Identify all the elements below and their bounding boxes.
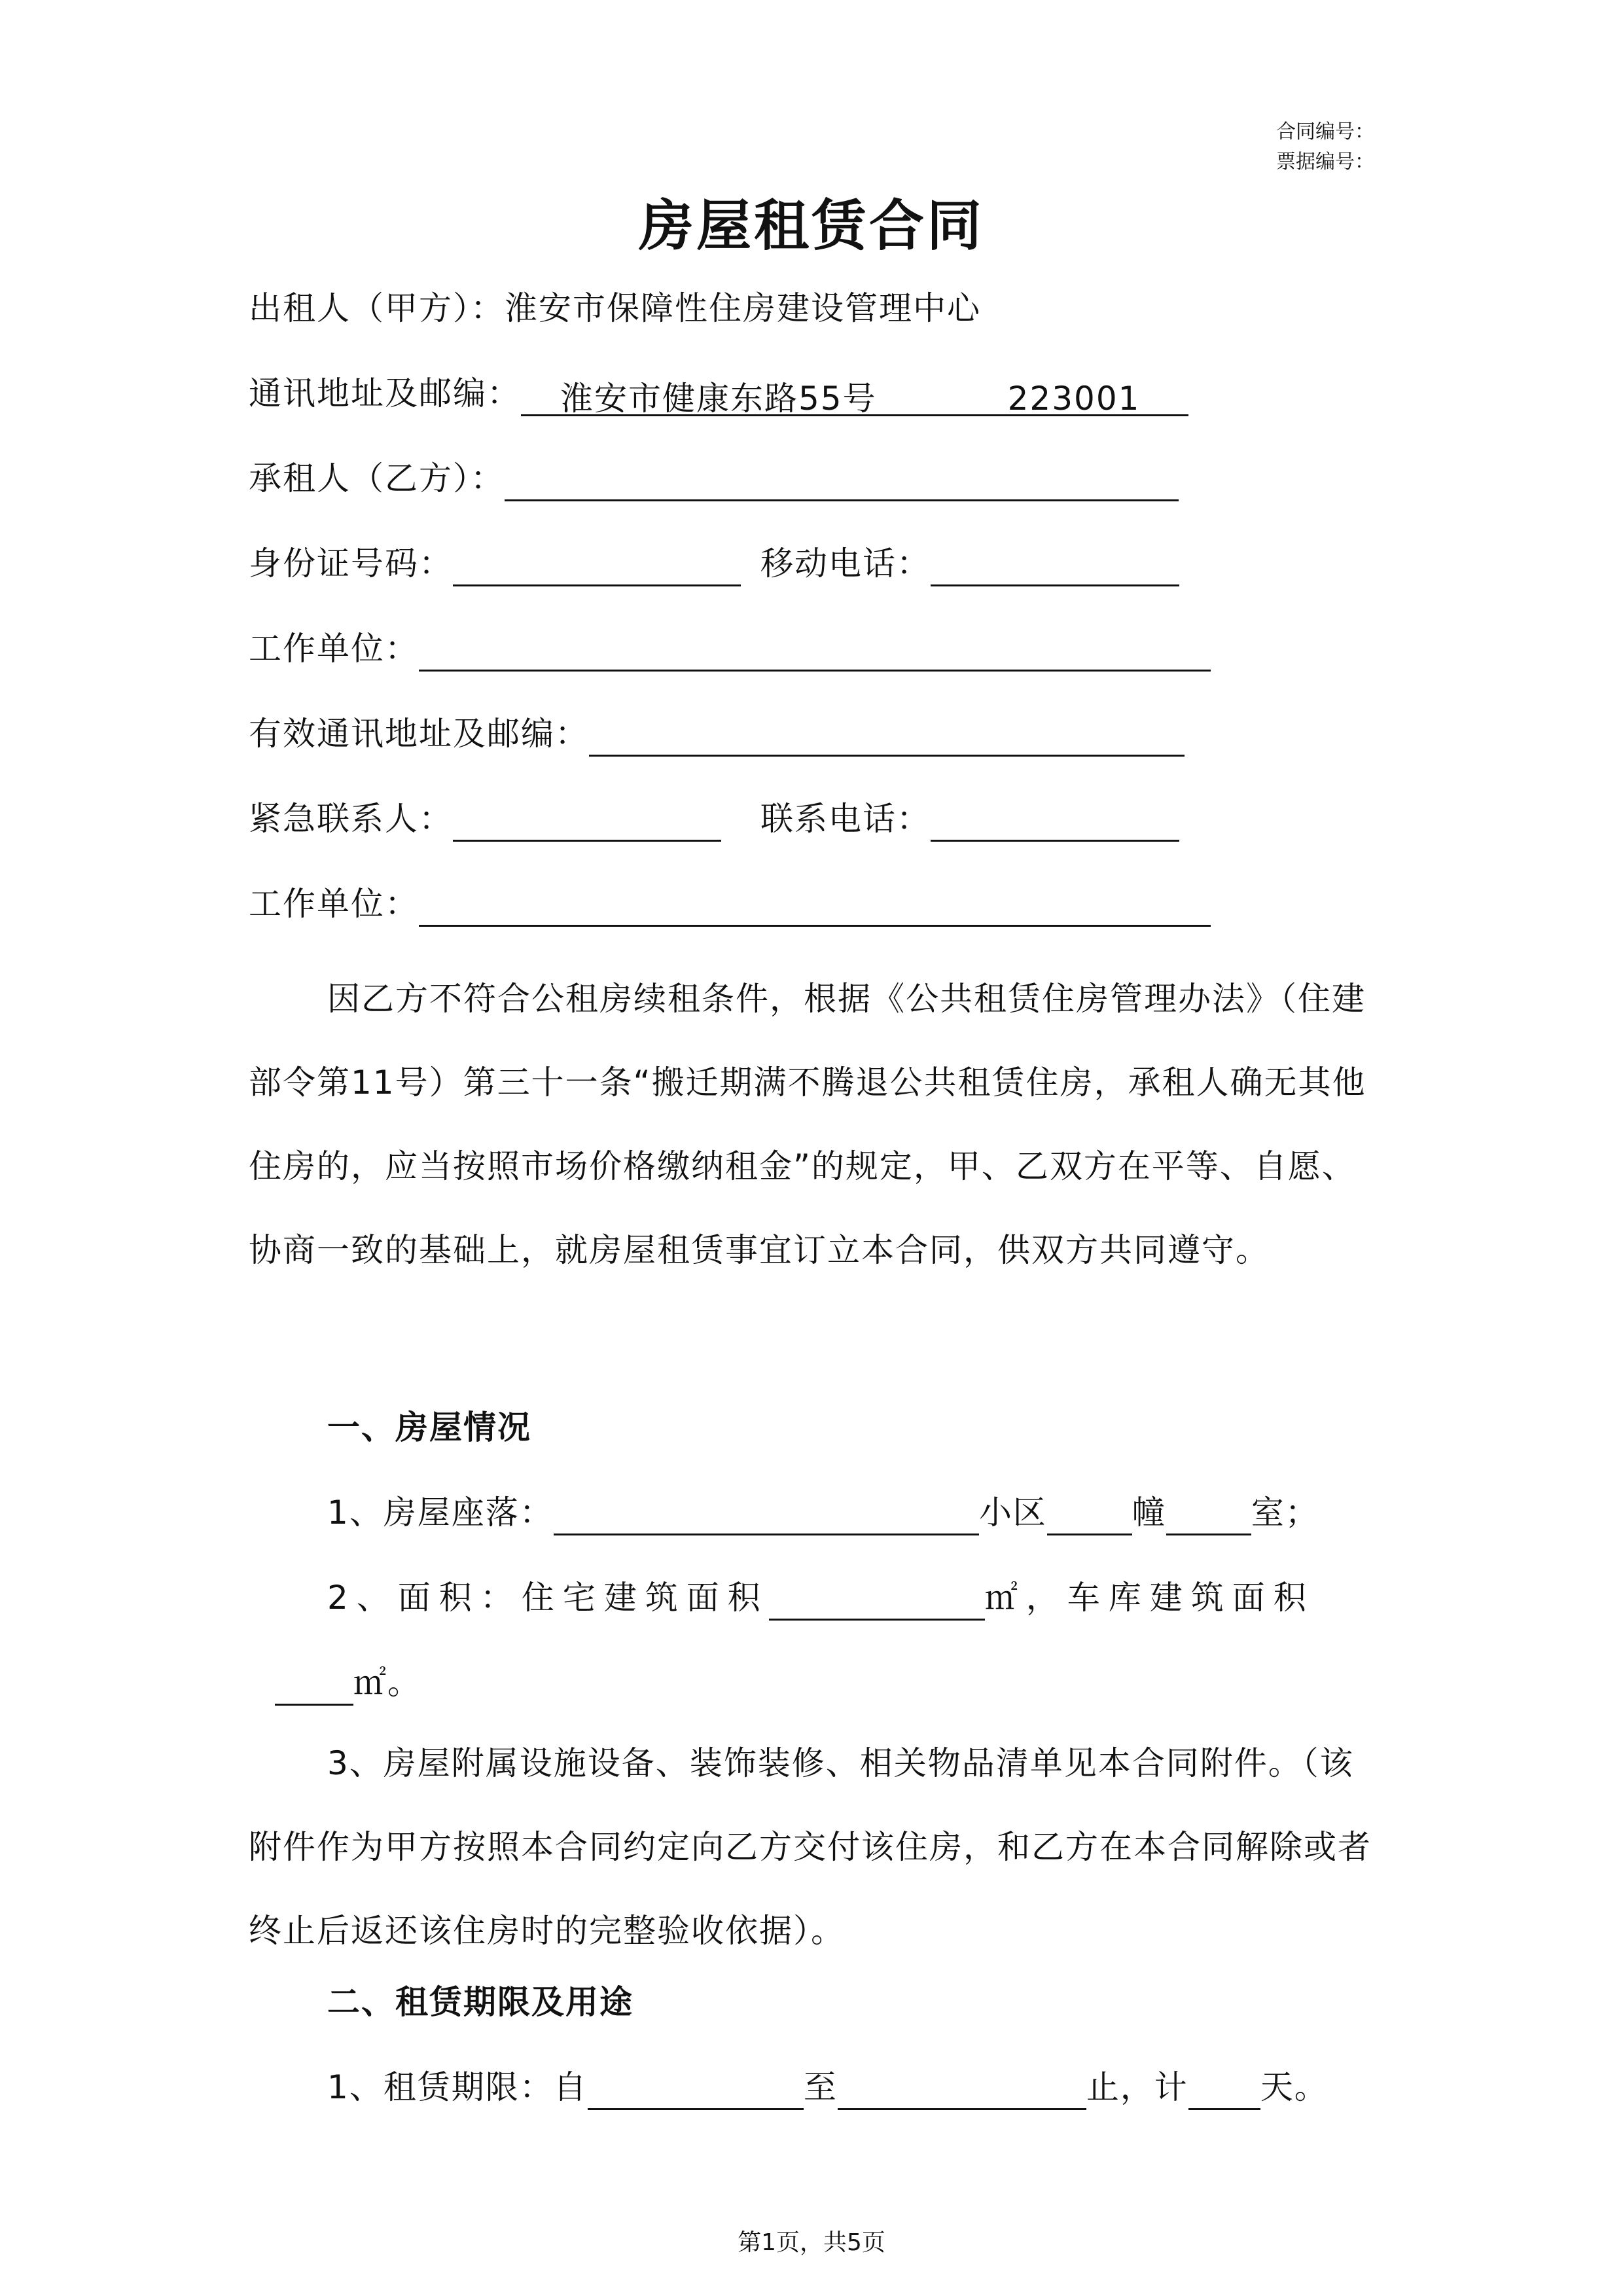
- work-unit-field[interactable]: [419, 632, 1211, 672]
- community-label: 小区: [978, 1494, 1047, 1532]
- garage-area-field[interactable]: [275, 1666, 353, 1706]
- valid-address-field[interactable]: [589, 717, 1185, 757]
- party-a-name: 淮安市保障性住房建设管理中心: [505, 289, 981, 327]
- page-number-footer: 第1页，共5页: [738, 2229, 885, 2256]
- area-label: 2、面积：住宅建筑面积: [327, 1579, 769, 1617]
- party-b-label: 承租人（乙方）：: [249, 459, 505, 497]
- mobile-label: 移动电话：: [760, 545, 931, 583]
- emergency-contact-label: 紧急联系人：: [249, 800, 453, 838]
- party-b-row: [249, 456, 1179, 501]
- lease-term-label: 1、租赁期限：自: [327, 2068, 588, 2106]
- area-row: [327, 1575, 1315, 1621]
- section-1-heading: 一、房屋情况: [327, 1408, 531, 1446]
- room-field[interactable]: [1166, 1496, 1251, 1535]
- party-a-label: 出租人（甲方）：: [249, 289, 505, 327]
- lease-days-field[interactable]: [1188, 2070, 1260, 2110]
- party-b-work-row: [249, 626, 1211, 672]
- contract-number-label: 合同编号：: [1276, 120, 1374, 143]
- party-a-address-row: [249, 370, 1188, 416]
- party-a-address-field: [521, 376, 1188, 416]
- work-unit-label: 工作单位：: [249, 630, 419, 668]
- lease-end-field[interactable]: [838, 2070, 1086, 2110]
- garage-area-unit: ㎡。: [353, 1664, 421, 1702]
- valid-address-label: 有效通讯地址及邮编：: [249, 715, 589, 753]
- house-location-field[interactable]: [554, 1496, 979, 1535]
- document-title: 房屋租赁合同: [638, 193, 984, 258]
- lease-end-label: 止，计: [1086, 2068, 1188, 2106]
- party-a-address-label: 通讯地址及邮编：: [249, 374, 521, 412]
- emergency-phone-label: 联系电话：: [760, 800, 931, 838]
- id-number-label: 身份证号码：: [249, 545, 453, 583]
- emergency-work-row: [249, 881, 1211, 927]
- section-2-heading: 二、租赁期限及用途: [327, 1983, 633, 2021]
- house-location-label: 1、房屋座落：: [327, 1494, 554, 1532]
- preamble-paragraph: 因乙方不符合公租房续租条件，根据《公共租赁住房管理办法》（住建部令第11号）第三十一条“搬迁期满不腾退公共租赁住房，承租人确无其他住房的，应当按照市场价格缴纳租金”的规定，甲、乙双方在平等、自愿、协商一致的基础上，就房屋租赁事宜订立本合同，供双方共同遵守。: [249, 980, 1366, 1269]
- mobile-field[interactable]: [931, 547, 1179, 586]
- garage-area-row: [275, 1660, 421, 1706]
- lease-start-field[interactable]: [588, 2070, 804, 2110]
- party-b-name-field[interactable]: [505, 461, 1179, 501]
- attachment-paragraph: 3、房屋附属设施设备、装饰装修、相关物品清单见本合同附件。（该附件作为甲方按照本合同约定向乙方交付该住房，和乙方在本合同解除或者终止后返还该住房时的完整验收依据）。: [249, 1744, 1372, 1950]
- building-field[interactable]: [1047, 1496, 1132, 1535]
- residential-area-field[interactable]: [769, 1581, 985, 1621]
- emergency-work-field[interactable]: [419, 887, 1211, 927]
- party-b-id-row: [249, 541, 1179, 586]
- party-a-row: [249, 285, 981, 331]
- emergency-contact-field[interactable]: [453, 802, 721, 842]
- party-a-address-value: 淮安市健康东路55号: [560, 380, 877, 418]
- house-location-row: [327, 1490, 1319, 1535]
- party-b-address-row: [249, 711, 1185, 757]
- receipt-number-label: 票据编号：: [1276, 151, 1374, 173]
- lease-to-label: 至: [803, 2068, 838, 2106]
- area-unit-garage-label: ㎡，车库建筑面积: [984, 1579, 1315, 1617]
- lease-term-row: [327, 2064, 1329, 2110]
- emergency-phone-field[interactable]: [931, 802, 1179, 842]
- emergency-contact-row: [249, 796, 1179, 842]
- party-a-postcode-value: 223001: [1007, 380, 1141, 418]
- lease-days-label: 天。: [1260, 2068, 1329, 2106]
- room-label: 室；: [1251, 1494, 1319, 1532]
- id-number-field[interactable]: [453, 547, 741, 586]
- emergency-work-label: 工作单位：: [249, 885, 419, 923]
- building-label: 幢: [1132, 1494, 1166, 1532]
